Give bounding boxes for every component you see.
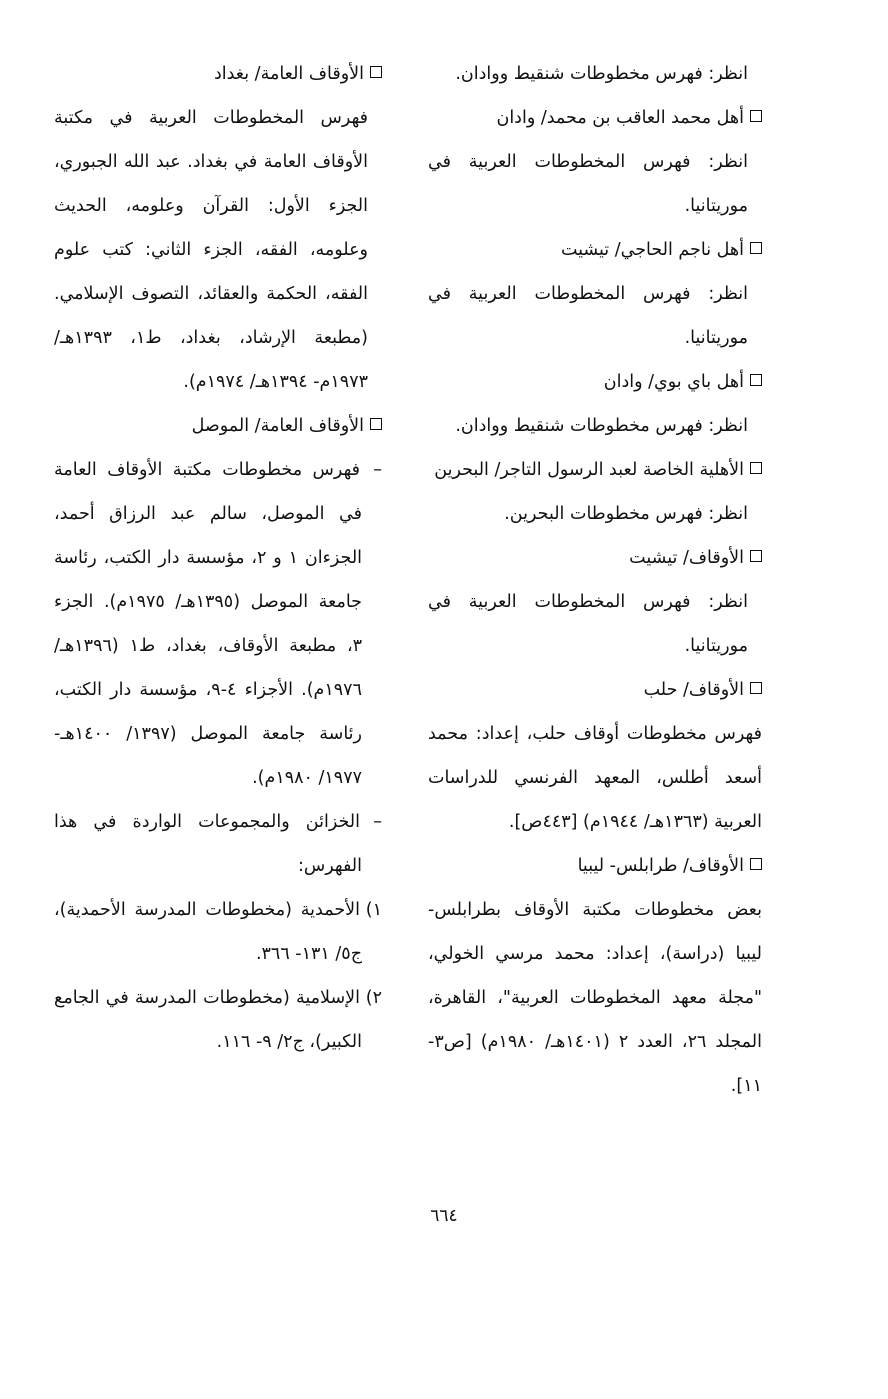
entry-heading: أهل باي بوي/ وادان [428,360,762,404]
checkbox-square-icon [750,242,762,254]
left-column [54,52,382,1064]
checkbox-square-icon [750,682,762,694]
checkbox-square-icon [750,858,762,870]
entry-heading: أهل ناجم الحاجي/ تيشيت [428,228,762,272]
right-column [428,52,762,1108]
entry-dash-item: –الخزائن والمجموعات الواردة في هذا الفهرس: [54,800,382,888]
checkbox-square-icon [750,462,762,474]
entry-text: انظر: فهرس المخطوطات العربية في موريتانيا. [428,592,748,656]
list-number: ١) [365,900,382,920]
list-number: ٢) [365,988,382,1008]
checkbox-square-icon [750,374,762,386]
checkbox-square-icon [750,110,762,122]
entry-text: فهرس المخطوطات العربية في مكتبة الأوقاف العامة في بغداد. عبد الله الجبوري، الجزء الأول: القرآن وعلومه، الحديث وعلومه، الفقه، الجزء الثاني: كتب علوم الفقه، الحكمة والعقائد، التصوف الإسلامي. (مطبعة الإرشاد، بغداد، ط١، ١٣٩٣هـ/ ١٩٧٣م- ١٣٩٤هـ/ ١٩٧٤م). [54,108,368,392]
entry-dash-item: –فهرس مخطوطات مكتبة الأوقاف العامة في الموصل، سالم عبد الرزاق أحمد، الجزءان ١ و ٢، مؤسسة دار الكتب، رئاسة جامعة الموصل (١٣٩٥هـ/ ١٩٧٥م). الجزء ٣، مطبعة الأوقاف، بغداد، ط١ (١٣٩٦هـ/ ١٩٧٦م). الأجزاء ٤-٩، مؤسسة دار الكتب، رئاسة جامعة الموصل (١٣٩٧/ ١٤٠٠هـ- ١٩٧٧/ ١٩٨٠م). [54,448,382,800]
entry-text: فهرس مخطوطات أوقاف حلب، إعداد: محمد أسعد أطلس، المعهد الفرنسي للدراسات العربية (١٣٦٣هـ/ ١٩٤٤م) [٤٤٣ص]. [428,724,762,832]
entry-text: انظر: فهرس المخطوطات العربية في موريتانيا. [428,152,748,216]
page-number: ٦٦٤ [430,1206,458,1226]
entry-heading: الأوقاف/ تيشيت [428,536,762,580]
entry-numbered-item: ٢)الإسلامية (مخطوطات المدرسة في الجامع الكبير)، ج٢/ ٩- ١١٦. [54,976,382,1064]
checkbox-square-icon [370,66,382,78]
entry-heading: الأوقاف/ حلب [428,668,762,712]
entry-text: انظر: فهرس مخطوطات البحرين. [504,504,748,524]
checkbox-square-icon [370,418,382,430]
entry-heading: الأوقاف/ طرابلس- ليبيا [428,844,762,888]
entry-heading: الأوقاف العامة/ الموصل [54,404,382,448]
entry-heading: أهل محمد العاقب بن محمد/ وادان [428,96,762,140]
dash-marker: – [373,812,382,832]
entry-text: انظر: فهرس مخطوطات شنقيط ووادان. [455,64,748,84]
entry-numbered-item: ١)الأحمدية (مخطوطات المدرسة الأحمدية)، ج٥/ ١٣١- ٣٦٦. [54,888,382,976]
entry-heading: الأوقاف العامة/ بغداد [54,52,382,96]
dash-marker: – [373,460,382,480]
entry-heading: الأهلية الخاصة لعبد الرسول التاجر/ البحرين [428,448,762,492]
checkbox-square-icon [750,550,762,562]
entry-text: انظر: فهرس المخطوطات العربية في موريتانيا. [428,284,748,348]
entry-text: بعض مخطوطات مكتبة الأوقاف بطرابلس- ليبيا (دراسة)، إعداد: محمد مرسي الخولي، "مجلة معهد المخطوطات العربية"، القاهرة، المجلد ٢٦، العدد ٢ (١٤٠١هـ/ ١٩٨٠م) [ص٣- ١١]. [428,900,762,1096]
entry-text: انظر: فهرس مخطوطات شنقيط ووادان. [455,416,748,436]
